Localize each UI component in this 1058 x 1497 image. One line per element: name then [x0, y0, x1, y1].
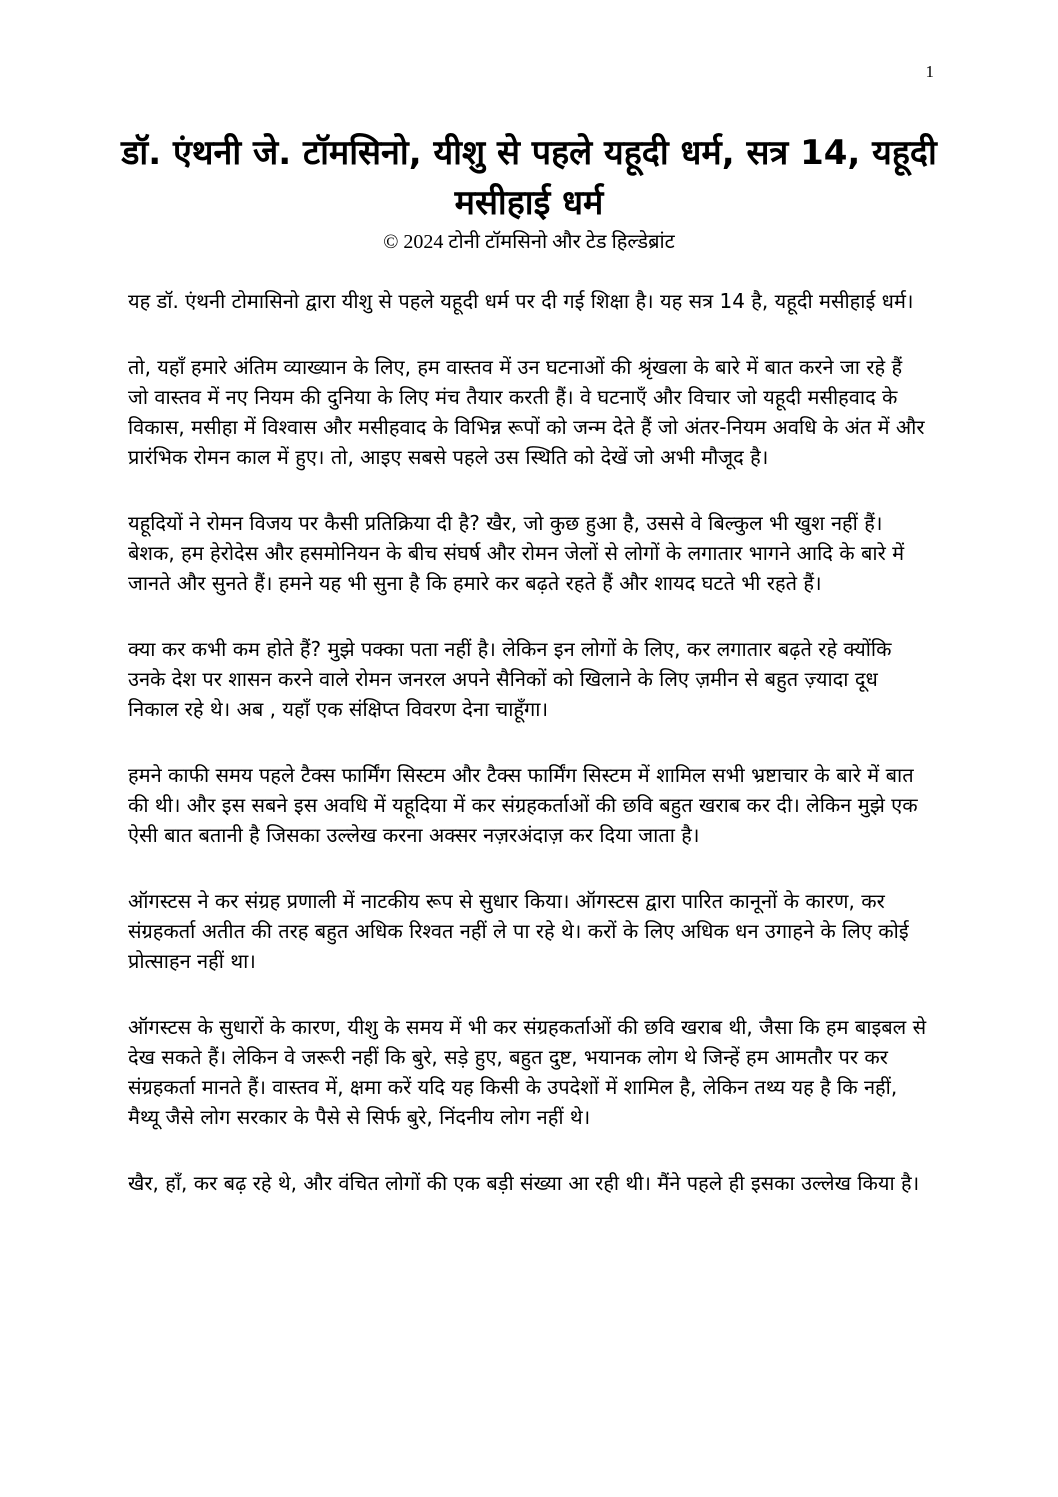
paragraph-7: ऑगस्टस के सुधारों के कारण, यीशु के समय में भी कर संग्रहकर्ताओं की छवि खराब थी, जैसा कि हम बाइबल से देख सकते हैं। लेकिन वे जरूरी नहीं कि बुरे, सड़े हुए, बहुत दुष्ट, भयानक लोग थे जिन्हें हम आमतौर पर कर संग्रहकर्ता मानते हैं। वास्तव में, क्षमा करें यदि यह किसी के उपदेशों में शामिल है, लेकिन तथ्य यह है कि नहीं, मैथ्यू जैसे लोग सरकार के पैसे से सिर्फ बुरे, निंदनीय लोग नहीं थे। — [128, 1015, 927, 1129]
paragraph-3: यहूदियों ने रोमन विजय पर कैसी प्रतिक्रिया दी है? खैर, जो कुछ हुआ है, उससे वे बिल्कुल भी खुश नहीं हैं। बेशक, हम हेरोदेस और हसमोनियन के बीच संघर्ष और रोमन जेलों से लोगों के लगातार भागने आदि के बारे में जानते और सुनते हैं। हमने यह भी सुना है कि हमारे कर बढ़ते रहते हैं और शायद घटते भी रहते हैं। — [128, 511, 905, 595]
paragraph-8: खैर, हाँ, कर बढ़ रहे थे, और वंचित लोगों की एक बड़ी संख्या आ रही थी। मैंने पहले ही इसका उल्लेख किया है। — [128, 1171, 920, 1195]
paragraph-1: यह डॉ. एंथनी टोमासिनो द्वारा यीशु से पहले यहूदी धर्म पर दी गई शिक्षा है। यह सत्र 14 है, यहूदी मसीहाई धर्म। — [128, 289, 914, 313]
page-number: 1 — [925, 62, 934, 81]
paragraph-5: हमने काफी समय पहले टैक्स फार्मिंग सिस्टम और टैक्स फार्मिंग सिस्टम में शामिल सभी भ्रष्टाचार के बारे में बात की थी। और इस सबने इस अवधि में यहूदिया में कर संग्रहकर्ताओं की छवि बहुत खराब कर दी। लेकिन मुझे एक ऐसी बात बतानी है जिसका उल्लेख करना अक्सर नज़रअंदाज़ कर दिया जाता है। — [128, 763, 918, 847]
copyright-line: © 2024 टोनी टॉमसिनो और टेड हिल्डेब्रांट — [383, 231, 675, 253]
document-title: डॉ. एंथनी जे. टॉमसिनो, यीशु से पहले यहूदी धर्म, सत्र 14, यहूदी मसीहाई धर्म — [121, 133, 937, 223]
paragraph-6: ऑगस्टस ने कर संग्रह प्रणाली में नाटकीय रूप से सुधार किया। ऑगस्टस द्वारा पारित कानूनों के कारण, कर संग्रहकर्ता अतीत की तरह बहुत अधिक रिश्वत नहीं ले पा रहे थे। करों के लिए अधिक धन उगाहने के लिए कोई प्रोत्साहन नहीं था। — [128, 889, 909, 973]
paragraph-2: तो, यहाँ हमारे अंतिम व्याख्यान के लिए, हम वास्तव में उन घटनाओं की श्रृंखला के बारे में बात करने जा रहे हैं जो वास्तव में नए नियम की दुनिया के लिए मंच तैयार करती हैं। वे घटनाएँ और विचार जो यहूदी मसीहवाद के विकास, मसीहा में विश्वास और मसीहवाद के विभिन्न रूपों को जन्म देते हैं जो अंतर-नियम अवधि के अंत में और प्रारंभिक रोमन काल में हुए। तो, आइए सबसे पहले उस स्थिति को देखें जो अभी मौजूद है। — [128, 355, 925, 469]
paragraph-4: क्या कर कभी कम होते हैं? मुझे पक्का पता नहीं है। लेकिन इन लोगों के लिए, कर लगातार बढ़ते रहे क्योंकि उनके देश पर शासन करने वाले रोमन जनरल अपने सैनिकों को खिलाने के लिए ज़मीन से बहुत ज़्यादा दूध निकाल रहे थे। अब , यहाँ एक संक्षिप्त विवरण देना चाहूँगा। — [128, 637, 892, 721]
title-block — [100, 128, 958, 256]
document-body — [128, 286, 928, 1234]
